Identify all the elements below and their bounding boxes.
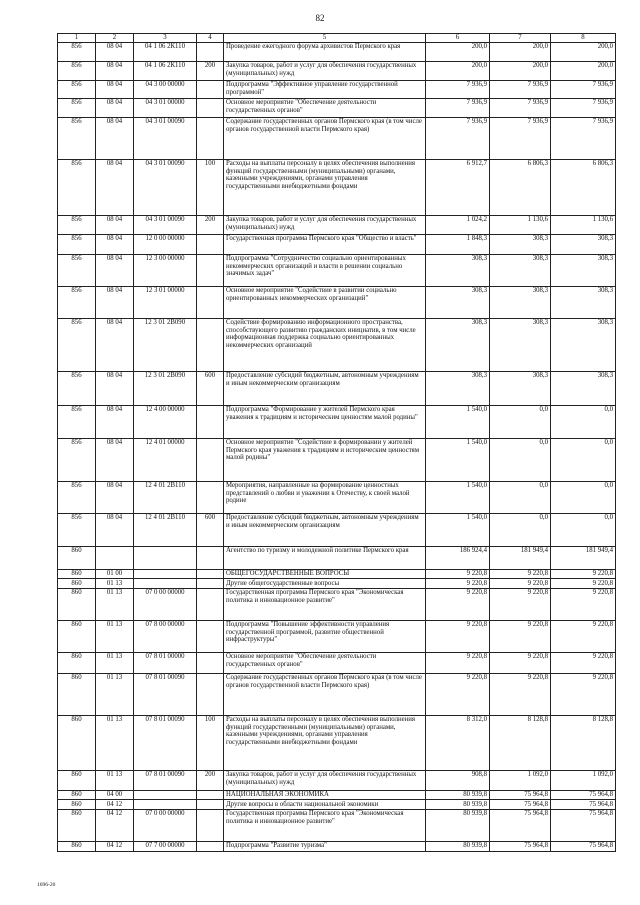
table-row xyxy=(58,286,616,318)
admin-code-cell: 856 xyxy=(58,481,96,513)
target-article-cell: 07 8 01 00090 xyxy=(134,770,197,790)
expense-type-cell xyxy=(197,98,224,117)
amount-2023-cell: 9 220,8 xyxy=(551,620,616,652)
column-header-7: 7 xyxy=(490,34,551,43)
target-article-cell: 12 4 01 2В110 xyxy=(134,481,197,513)
target-article-cell: 12 4 00 00000 xyxy=(134,405,197,438)
amount-2023-cell: 75 964,8 xyxy=(551,809,616,841)
amount-2021-cell: 6 912,7 xyxy=(426,159,490,215)
amount-2021-cell: 1 540,0 xyxy=(426,513,490,546)
target-article-cell: 12 0 00 00000 xyxy=(134,234,197,254)
column-header-6: 6 xyxy=(426,34,490,43)
section-cell: 08 04 xyxy=(96,215,134,234)
amount-2023-cell: 75 964,8 xyxy=(551,841,616,851)
description-cell: Основное мероприятие "Обеспечение деятельности государственных органов" xyxy=(224,98,426,117)
section-cell xyxy=(96,546,134,569)
description-cell: Проведение ежегодного форума архивистов Пермского края xyxy=(224,42,426,61)
target-article-cell: 12 3 01 2В090 xyxy=(134,371,197,405)
table-row xyxy=(58,841,616,851)
table-row xyxy=(58,80,616,98)
amount-2021-cell: 308,3 xyxy=(426,286,490,318)
target-article-cell: 04 3 01 00090 xyxy=(134,159,197,215)
section-cell: 08 04 xyxy=(96,371,134,405)
admin-code-cell: 856 xyxy=(58,286,96,318)
amount-2021-cell: 308,3 xyxy=(426,254,490,286)
target-article-cell: 07 8 01 00090 xyxy=(134,673,197,715)
description-cell: Содержание государственных органов Пермского края (в том числе органов государственной власти Пермского края) xyxy=(224,117,426,159)
amount-2022-cell: 9 220,8 xyxy=(490,673,551,715)
admin-code-cell: 856 xyxy=(58,513,96,546)
table-row xyxy=(58,513,616,546)
amount-2021-cell: 308,3 xyxy=(426,371,490,405)
target-article-cell: 07 8 01 00000 xyxy=(134,652,197,673)
column-header-2: 2 xyxy=(96,34,134,43)
amount-2021-cell: 908,8 xyxy=(426,770,490,790)
expense-type-cell xyxy=(197,620,224,652)
amount-2023-cell: 75 964,8 xyxy=(551,790,616,800)
table-row xyxy=(58,715,616,770)
section-cell: 08 04 xyxy=(96,159,134,215)
section-cell: 04 12 xyxy=(96,800,134,810)
table-row xyxy=(58,371,616,405)
admin-code-cell: 856 xyxy=(58,61,96,80)
expense-type-cell xyxy=(197,405,224,438)
amount-2022-cell: 9 220,8 xyxy=(490,579,551,589)
amount-2023-cell: 308,3 xyxy=(551,234,616,254)
admin-code-cell: 856 xyxy=(58,371,96,405)
expense-type-cell xyxy=(197,588,224,620)
admin-code-cell: 860 xyxy=(58,809,96,841)
amount-2021-cell: 80 939,8 xyxy=(426,841,490,851)
admin-code-cell: 856 xyxy=(58,318,96,371)
target-article-cell: 12 3 01 2В090 xyxy=(134,318,197,371)
section-cell: 08 04 xyxy=(96,438,134,481)
expense-type-cell xyxy=(197,254,224,286)
expense-type-cell xyxy=(197,800,224,810)
amount-2021-cell: 9 220,8 xyxy=(426,588,490,620)
description-cell: Подпрограмма "Развитие туризма" xyxy=(224,841,426,851)
amount-2021-cell: 1 540,0 xyxy=(426,481,490,513)
amount-2023-cell: 9 220,8 xyxy=(551,652,616,673)
column-header-3: 3 xyxy=(134,34,197,43)
section-cell: 01 13 xyxy=(96,579,134,589)
amount-2023-cell: 200,0 xyxy=(551,61,616,80)
table-row xyxy=(58,405,616,438)
admin-code-cell: 860 xyxy=(58,770,96,790)
column-header-4: 4 xyxy=(197,34,224,43)
admin-code-cell: 856 xyxy=(58,438,96,481)
table-row xyxy=(58,481,616,513)
admin-code-cell: 860 xyxy=(58,800,96,810)
amount-2022-cell: 0,0 xyxy=(490,438,551,481)
amount-2022-cell: 0,0 xyxy=(490,513,551,546)
amount-2023-cell: 7 936,9 xyxy=(551,80,616,98)
admin-code-cell: 860 xyxy=(58,790,96,800)
section-cell: 04 12 xyxy=(96,841,134,851)
description-cell: Основное мероприятие "Содействие в развитии социально ориентированных некоммерческих организаций" xyxy=(224,286,426,318)
table-row xyxy=(58,234,616,254)
expense-type-cell xyxy=(197,652,224,673)
amount-2021-cell: 7 936,9 xyxy=(426,98,490,117)
amount-2021-cell: 7 936,9 xyxy=(426,80,490,98)
table-row xyxy=(58,438,616,481)
expense-type-cell: 200 xyxy=(197,770,224,790)
description-cell: Закупка товаров, работ и услуг для обеспечения государственных (муниципальных) нужд xyxy=(224,770,426,790)
section-cell: 01 13 xyxy=(96,715,134,770)
expense-type-cell xyxy=(197,579,224,589)
expense-type-cell xyxy=(197,80,224,98)
amount-2022-cell: 75 964,8 xyxy=(490,790,551,800)
budget-table xyxy=(57,33,616,852)
amount-2021-cell: 308,3 xyxy=(426,318,490,371)
target-article-cell xyxy=(134,790,197,800)
description-cell: Основное мероприятие "Обеспечение деятельности государственных органов" xyxy=(224,652,426,673)
section-cell: 01 13 xyxy=(96,620,134,652)
amount-2023-cell: 0,0 xyxy=(551,405,616,438)
expense-type-cell xyxy=(197,790,224,800)
amount-2021-cell: 1 540,0 xyxy=(426,438,490,481)
amount-2023-cell: 0,0 xyxy=(551,438,616,481)
expense-type-cell: 100 xyxy=(197,715,224,770)
amount-2022-cell: 75 964,8 xyxy=(490,809,551,841)
amount-2021-cell: 9 220,8 xyxy=(426,569,490,579)
amount-2022-cell: 7 936,9 xyxy=(490,117,551,159)
target-article-cell: 07 8 00 00000 xyxy=(134,620,197,652)
expense-type-cell: 600 xyxy=(197,371,224,405)
column-header-5: 5 xyxy=(224,34,426,43)
amount-2021-cell: 7 936,9 xyxy=(426,117,490,159)
target-article-cell: 07 0 00 00000 xyxy=(134,809,197,841)
amount-2023-cell: 0,0 xyxy=(551,513,616,546)
admin-code-cell: 856 xyxy=(58,42,96,61)
table-row xyxy=(58,42,616,61)
amount-2023-cell: 8 128,8 xyxy=(551,715,616,770)
admin-code-cell: 860 xyxy=(58,715,96,770)
expense-type-cell: 600 xyxy=(197,513,224,546)
section-cell: 04 12 xyxy=(96,809,134,841)
amount-2022-cell: 0,0 xyxy=(490,405,551,438)
admin-code-cell: 860 xyxy=(58,588,96,620)
expense-type-cell xyxy=(197,438,224,481)
table-row xyxy=(58,620,616,652)
description-cell: Содержание государственных органов Пермского края (в том числе органов государственной власти Пермского края) xyxy=(224,673,426,715)
target-article-cell: 04 1 06 2К110 xyxy=(134,42,197,61)
amount-2021-cell: 9 220,8 xyxy=(426,652,490,673)
expense-type-cell: 100 xyxy=(197,159,224,215)
amount-2021-cell: 80 939,8 xyxy=(426,790,490,800)
table-row xyxy=(58,569,616,579)
admin-code-cell: 860 xyxy=(58,546,96,569)
amount-2022-cell: 9 220,8 xyxy=(490,652,551,673)
expense-type-cell xyxy=(197,481,224,513)
table-row xyxy=(58,800,616,810)
description-cell: Мероприятия, направленные на формирование ценностных представлений о любви и уважении к Отечеству, к своей малой родине xyxy=(224,481,426,513)
table-row xyxy=(58,809,616,841)
table-row xyxy=(58,588,616,620)
amount-2022-cell: 75 964,8 xyxy=(490,841,551,851)
table-row xyxy=(58,673,616,715)
description-cell: Основное мероприятие "Содействие в формировании у жителей Пермского края уважения к традициям и историческим ценностям малой родины" xyxy=(224,438,426,481)
column-header-1: 1 xyxy=(58,34,96,43)
amount-2021-cell: 1 848,3 xyxy=(426,234,490,254)
table-row xyxy=(58,254,616,286)
amount-2023-cell: 9 220,8 xyxy=(551,579,616,589)
description-cell: Государственная программа Пермского края "Экономическая политика и инновационное развитие" xyxy=(224,809,426,841)
amount-2023-cell: 1 130,6 xyxy=(551,215,616,234)
header-row xyxy=(58,34,616,43)
amount-2022-cell: 200,0 xyxy=(490,61,551,80)
amount-2023-cell: 308,3 xyxy=(551,286,616,318)
admin-code-cell: 860 xyxy=(58,569,96,579)
expense-type-cell xyxy=(197,117,224,159)
admin-code-cell: 856 xyxy=(58,405,96,438)
amount-2023-cell: 181 949,4 xyxy=(551,546,616,569)
amount-2021-cell: 1 540,0 xyxy=(426,405,490,438)
table-row xyxy=(58,652,616,673)
amount-2021-cell: 80 939,8 xyxy=(426,809,490,841)
amount-2021-cell: 9 220,8 xyxy=(426,620,490,652)
section-cell: 08 04 xyxy=(96,481,134,513)
target-article-cell: 12 3 00 00000 xyxy=(134,254,197,286)
admin-code-cell: 856 xyxy=(58,117,96,159)
section-cell: 08 04 xyxy=(96,286,134,318)
table-row xyxy=(58,770,616,790)
description-cell: Предоставление субсидий бюджетным, автономным учреждениям и иным некоммерческим организациям xyxy=(224,513,426,546)
description-cell: Государственная программа Пермского края "Экономическая политика и инновационное развитие" xyxy=(224,588,426,620)
description-cell: Расходы на выплаты персоналу в целях обеспечения выполнения функций государственными (муниципальными) органами, казенными учреждениями, органами управления государственными внебюджетными фондами xyxy=(224,159,426,215)
target-article-cell xyxy=(134,800,197,810)
table-row xyxy=(58,117,616,159)
description-cell: Предоставление субсидий бюджетным, автономным учреждениям и иным некоммерческим организациям xyxy=(224,371,426,405)
admin-code-cell: 856 xyxy=(58,215,96,234)
table-row xyxy=(58,98,616,117)
amount-2023-cell: 9 220,8 xyxy=(551,673,616,715)
expense-type-cell xyxy=(197,673,224,715)
expense-type-cell xyxy=(197,841,224,851)
amount-2022-cell: 9 220,8 xyxy=(490,588,551,620)
admin-code-cell: 856 xyxy=(58,159,96,215)
amount-2021-cell: 1 024,2 xyxy=(426,215,490,234)
amount-2023-cell: 7 936,9 xyxy=(551,98,616,117)
amount-2022-cell: 308,3 xyxy=(490,254,551,286)
amount-2023-cell: 9 220,8 xyxy=(551,569,616,579)
amount-2023-cell: 7 936,9 xyxy=(551,117,616,159)
amount-2022-cell: 1 092,0 xyxy=(490,770,551,790)
target-article-cell: 04 3 01 00090 xyxy=(134,215,197,234)
column-header-8: 8 xyxy=(551,34,616,43)
amount-2023-cell: 308,3 xyxy=(551,318,616,371)
amount-2022-cell: 0,0 xyxy=(490,481,551,513)
amount-2023-cell: 308,3 xyxy=(551,371,616,405)
description-cell: Подпрограмма "Формирование у жителей Пермского края уважения к традициям и историческим ценностям малой родины" xyxy=(224,405,426,438)
amount-2023-cell: 0,0 xyxy=(551,481,616,513)
description-cell: Агентство по туризму и молодежной политике Пермского края xyxy=(224,546,426,569)
description-cell: Содействие формированию информационного пространства, способствующего развитию гражданских инициатив, в том числе информационная поддержка социально ориентированных некоммерческих организаций xyxy=(224,318,426,371)
admin-code-cell: 860 xyxy=(58,673,96,715)
section-cell: 01 00 xyxy=(96,569,134,579)
section-cell: 08 04 xyxy=(96,405,134,438)
page-number: 82 xyxy=(315,13,325,23)
amount-2021-cell: 200,0 xyxy=(426,61,490,80)
amount-2021-cell: 186 924,4 xyxy=(426,546,490,569)
section-cell: 08 04 xyxy=(96,254,134,286)
amount-2023-cell: 1 092,0 xyxy=(551,770,616,790)
description-cell: Закупка товаров, работ и услуг для обеспечения государственных (муниципальных) нужд xyxy=(224,215,426,234)
amount-2023-cell: 200,0 xyxy=(551,42,616,61)
expense-type-cell xyxy=(197,318,224,371)
section-cell: 08 04 xyxy=(96,98,134,117)
amount-2022-cell: 308,3 xyxy=(490,318,551,371)
table-row xyxy=(58,546,616,569)
description-cell: Другие общегосударственные вопросы xyxy=(224,579,426,589)
section-cell: 01 13 xyxy=(96,652,134,673)
section-cell: 08 04 xyxy=(96,513,134,546)
target-article-cell: 12 3 01 00000 xyxy=(134,286,197,318)
amount-2023-cell: 75 964,8 xyxy=(551,800,616,810)
section-cell: 08 04 xyxy=(96,80,134,98)
expense-type-cell xyxy=(197,286,224,318)
section-cell: 08 04 xyxy=(96,117,134,159)
section-cell: 01 13 xyxy=(96,673,134,715)
amount-2022-cell: 200,0 xyxy=(490,42,551,61)
section-cell: 08 04 xyxy=(96,234,134,254)
table-row xyxy=(58,579,616,589)
expense-type-cell: 200 xyxy=(197,215,224,234)
expense-type-cell xyxy=(197,42,224,61)
target-article-cell: 12 4 01 2В110 xyxy=(134,513,197,546)
section-cell: 08 04 xyxy=(96,42,134,61)
expense-type-cell xyxy=(197,546,224,569)
expense-type-cell: 200 xyxy=(197,61,224,80)
amount-2022-cell: 75 964,8 xyxy=(490,800,551,810)
target-article-cell xyxy=(134,569,197,579)
target-article-cell: 04 1 06 2К110 xyxy=(134,61,197,80)
description-cell: Закупка товаров, работ и услуг для обеспечения государственных (муниципальных) нужд xyxy=(224,61,426,80)
table-row xyxy=(58,61,616,80)
amount-2022-cell: 6 806,3 xyxy=(490,159,551,215)
target-article-cell: 07 7 00 00000 xyxy=(134,841,197,851)
amount-2021-cell: 8 312,0 xyxy=(426,715,490,770)
section-cell: 01 13 xyxy=(96,588,134,620)
amount-2023-cell: 308,3 xyxy=(551,254,616,286)
expense-type-cell xyxy=(197,809,224,841)
admin-code-cell: 856 xyxy=(58,98,96,117)
amount-2021-cell: 9 220,8 xyxy=(426,579,490,589)
table-body xyxy=(58,42,616,851)
amount-2022-cell: 7 936,9 xyxy=(490,98,551,117)
target-article-cell xyxy=(134,579,197,589)
section-cell: 08 04 xyxy=(96,61,134,80)
amount-2022-cell: 181 949,4 xyxy=(490,546,551,569)
amount-2022-cell: 8 128,8 xyxy=(490,715,551,770)
description-cell: Подпрограмма "Эффективное управление государственной программой" xyxy=(224,80,426,98)
target-article-cell: 12 4 01 00000 xyxy=(134,438,197,481)
target-article-cell: 04 3 01 00000 xyxy=(134,98,197,117)
amount-2023-cell: 6 806,3 xyxy=(551,159,616,215)
expense-type-cell xyxy=(197,569,224,579)
description-cell: НАЦИОНАЛЬНАЯ ЭКОНОМИКА xyxy=(224,790,426,800)
admin-code-cell: 860 xyxy=(58,652,96,673)
amount-2022-cell: 1 130,6 xyxy=(490,215,551,234)
description-cell: Подпрограмма "Повышение эффективности управления государственной программой, развитие общественной инфраструктуры" xyxy=(224,620,426,652)
amount-2022-cell: 308,3 xyxy=(490,286,551,318)
target-article-cell: 04 3 00 00000 xyxy=(134,80,197,98)
amount-2022-cell: 308,3 xyxy=(490,234,551,254)
table-row xyxy=(58,159,616,215)
amount-2021-cell: 200,0 xyxy=(426,42,490,61)
admin-code-cell: 856 xyxy=(58,80,96,98)
admin-code-cell: 860 xyxy=(58,620,96,652)
footer-code: 1696-20 xyxy=(37,882,56,888)
amount-2021-cell: 80 939,8 xyxy=(426,800,490,810)
description-cell: Расходы на выплаты персоналу в целях обеспечения выполнения функций государственными (муниципальными) органами, казенными учреждениями, органами управления государственными внебюджетными фондами xyxy=(224,715,426,770)
admin-code-cell: 860 xyxy=(58,841,96,851)
section-cell: 08 04 xyxy=(96,318,134,371)
target-article-cell: 04 3 01 00090 xyxy=(134,117,197,159)
target-article-cell xyxy=(134,546,197,569)
section-cell: 04 00 xyxy=(96,790,134,800)
amount-2023-cell: 9 220,8 xyxy=(551,588,616,620)
admin-code-cell: 860 xyxy=(58,579,96,589)
amount-2022-cell: 7 936,9 xyxy=(490,80,551,98)
description-cell: Государственная программа Пермского края "Общество и власть" xyxy=(224,234,426,254)
admin-code-cell: 856 xyxy=(58,234,96,254)
amount-2022-cell: 308,3 xyxy=(490,371,551,405)
section-cell: 01 13 xyxy=(96,770,134,790)
table-row xyxy=(58,318,616,371)
amount-2022-cell: 9 220,8 xyxy=(490,620,551,652)
description-cell: Подпрограмма "Сотрудничество социально ориентированных некоммерческих организаций и власти в решении социально значимых задач" xyxy=(224,254,426,286)
description-cell: ОБЩЕГОСУДАРСТВЕННЫЕ ВОПРОСЫ xyxy=(224,569,426,579)
amount-2022-cell: 9 220,8 xyxy=(490,569,551,579)
admin-code-cell: 856 xyxy=(58,254,96,286)
table-row xyxy=(58,790,616,800)
expense-type-cell xyxy=(197,234,224,254)
target-article-cell: 07 0 00 00000 xyxy=(134,588,197,620)
amount-2021-cell: 9 220,8 xyxy=(426,673,490,715)
description-cell: Другие вопросы в области национальной экономики xyxy=(224,800,426,810)
target-article-cell: 07 8 01 00090 xyxy=(134,715,197,770)
table-row xyxy=(58,215,616,234)
